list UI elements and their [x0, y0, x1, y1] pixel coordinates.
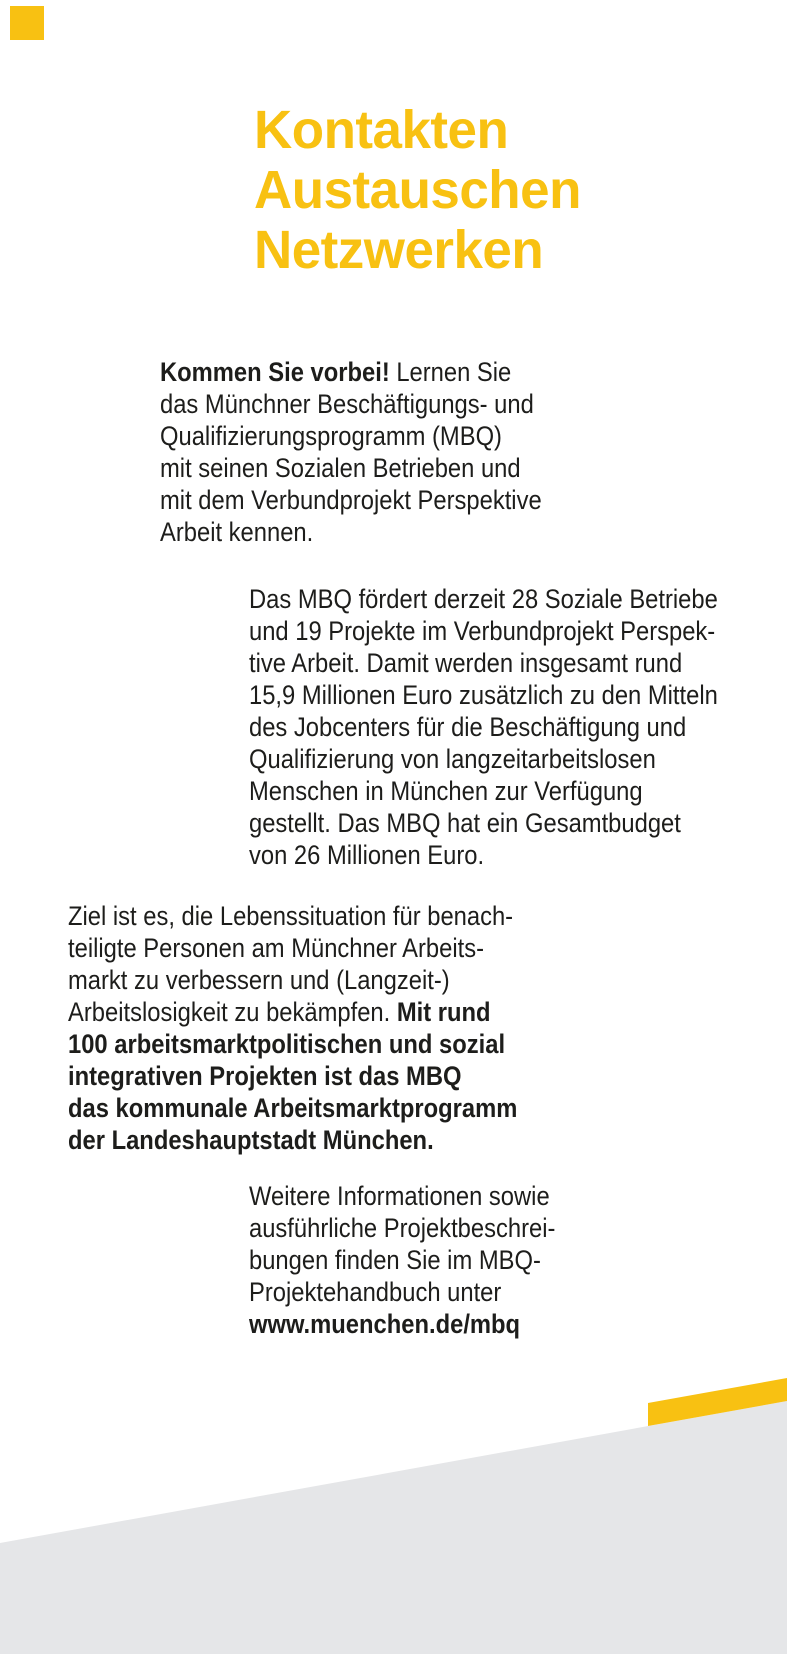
text-run: Ziel ist es, die Lebenssituation für benach- [68, 901, 514, 931]
text-run: der Landeshauptstadt München. [68, 1125, 434, 1155]
text-run: Kommen Sie vorbei! [160, 357, 390, 387]
text-line [249, 807, 718, 839]
text-line [249, 1308, 555, 1340]
text-run: von 26 Millionen Euro. [249, 840, 485, 870]
text-run: Weitere Informationen sowie [249, 1181, 550, 1211]
text-run: bungen finden Sie im MBQ- [249, 1245, 541, 1275]
corner-accent-square [10, 6, 44, 40]
text-run: Mit rund [396, 997, 491, 1027]
text-line [249, 679, 718, 711]
text-line [68, 1092, 517, 1124]
info-paragraph [249, 1180, 555, 1340]
text-line [249, 839, 718, 871]
text-run: das Münchner Beschäftigungs- und [160, 389, 534, 419]
text-line [249, 615, 718, 647]
text-run: Projektehandbuch unter [249, 1277, 502, 1307]
text-line [68, 900, 517, 932]
text-line [249, 583, 718, 615]
text-run: Das MBQ fördert derzeit 28 Soziale Betriebe [249, 584, 718, 614]
text-run: integrativen Projekten ist das MBQ [68, 1061, 462, 1091]
text-run: und 19 Projekte im Verbundprojekt Perspek- [249, 616, 716, 646]
text-run: ausführliche Projektbeschrei- [249, 1213, 556, 1243]
text-run: teiligte Personen am Münchner Arbeits- [68, 933, 485, 963]
text-line [249, 1244, 555, 1276]
text-line [160, 388, 542, 420]
text-run: das kommunale Arbeitsmarktprogramm [68, 1093, 518, 1123]
text-line [249, 1180, 555, 1212]
goal-paragraph [68, 900, 517, 1156]
text-line [249, 743, 718, 775]
text-line [68, 932, 517, 964]
text-run: des Jobcenters für die Beschäftigung und [249, 712, 687, 742]
text-line [68, 1060, 517, 1092]
text-run: markt zu verbessern und (Langzeit-) [68, 965, 450, 995]
text-line [160, 452, 542, 484]
text-run: Menschen in München zur Verfügung [249, 776, 643, 806]
text-line [160, 420, 542, 452]
text-line [160, 516, 542, 548]
footer-gray-wedge [0, 1395, 787, 1654]
text-line [249, 711, 718, 743]
text-line [160, 356, 542, 388]
text-line [160, 484, 542, 516]
text-line [68, 964, 517, 996]
text-line [249, 775, 718, 807]
text-run: mit seinen Sozialen Betrieben und [160, 453, 521, 483]
text-line [249, 1276, 555, 1308]
text-run: 15,9 Millionen Euro zusätzlich zu den Mitteln [249, 680, 718, 710]
text-run: mit dem Verbundprojekt Perspektive [160, 485, 542, 515]
headline-line: Netzwerken [254, 220, 544, 280]
text-run: Lernen Sie [389, 357, 512, 387]
text-run: gestellt. Das MBQ hat ein Gesamtbudget [249, 808, 681, 838]
intro-paragraph [160, 356, 542, 548]
text-run: Qualifizierungsprogramm (MBQ) [160, 421, 502, 451]
page-title [254, 100, 581, 280]
text-run: Arbeit kennen. [160, 517, 314, 547]
text-run: tive Arbeit. Damit werden insgesamt rund [249, 648, 683, 678]
website-url: www.muenchen.de/mbq [249, 1309, 521, 1339]
text-run: Arbeitslosigkeit zu bekämpfen. [68, 997, 397, 1027]
text-line [68, 996, 517, 1028]
text-line [68, 1124, 517, 1156]
text-run: Qualifizierung von langzeitarbeitslosen [249, 744, 656, 774]
text-line [249, 1212, 555, 1244]
text-line [68, 1028, 517, 1060]
headline-line: Kontakten [254, 100, 509, 160]
headline-line: Austauschen [254, 160, 581, 220]
text-run: 100 arbeitsmarktpolitischen und sozial [68, 1029, 506, 1059]
text-line [249, 647, 718, 679]
funding-paragraph [249, 583, 718, 871]
